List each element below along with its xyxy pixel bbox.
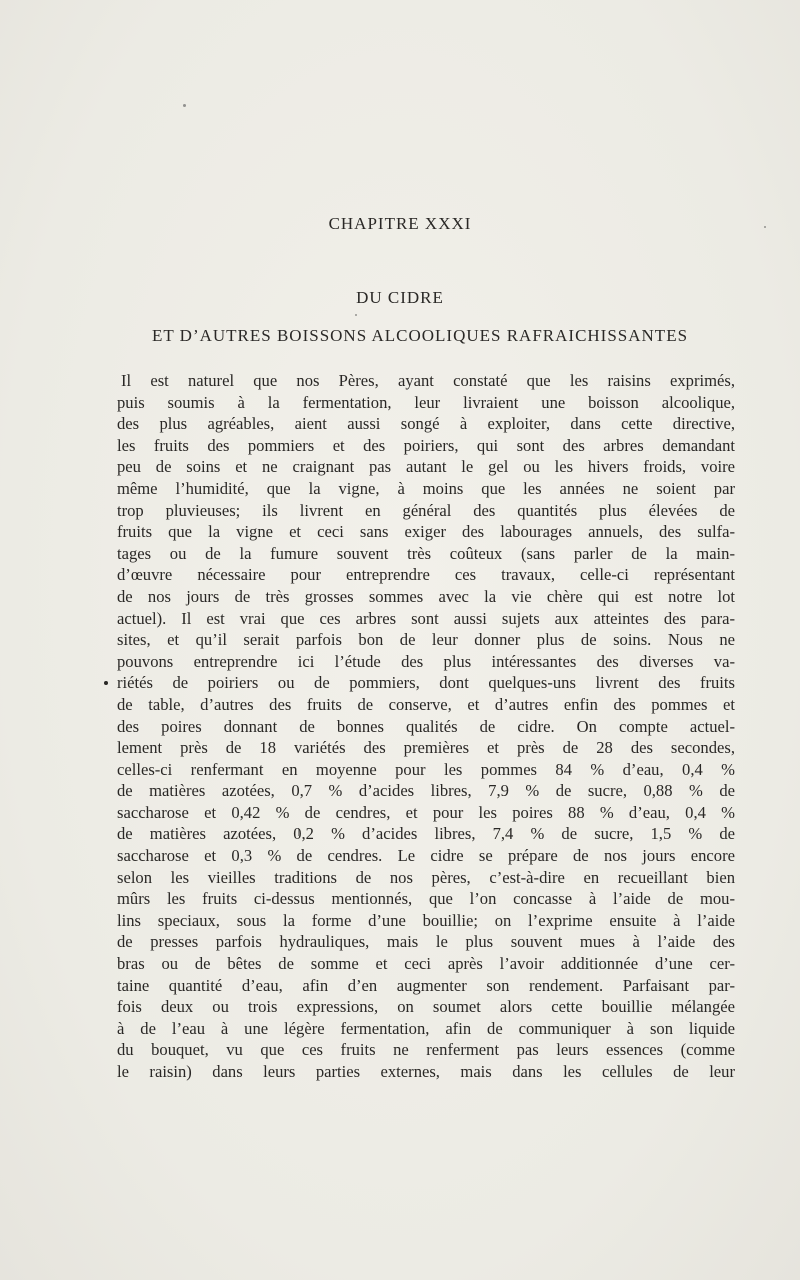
text-line: des plus agréables, aient aussi songé à exploiter, dans cette directive, <box>117 414 735 434</box>
text-line: Il est naturel que nos Pères, ayant constaté que les raisins exprimés, <box>121 371 735 390</box>
margin-mark <box>104 681 108 685</box>
text-line: fruits que la vigne et ceci sans exiger des labourages annuels, des sulfa- <box>117 522 735 542</box>
text-line: à de l’eau à une légère fermentation, afin de communiquer à son liquide <box>117 1018 735 1038</box>
text-line: des poires donnant de bonnes qualités de cidre. On compte actuel- <box>117 716 735 736</box>
text-line: taine quantité d’eau, afin d’en augmenter son rendement. Parfaisant par- <box>117 975 735 995</box>
text-line: puis soumis à la fermentation, leur livraient une boisson alcoolique, <box>117 392 735 412</box>
paper-speck <box>183 104 186 107</box>
text-line: actuel). Il est vrai que ces arbres sont aussi sujets aux atteintes des para- <box>117 608 735 628</box>
chapter-heading: CHAPITRE XXXI <box>328 214 472 233</box>
text-line: riétés de poiriers ou de pommiers, dont quelques-uns livrent des fruits <box>117 673 735 693</box>
chapter-title-line-2: ET D’AUTRES BOISSONS ALCOOLIQUES RAFRAICHISSANTES <box>151 326 689 345</box>
text-line: de matières azotées, 0,2 % d’acides libres, 7,4 % de sucre, 1,5 % de <box>117 824 735 844</box>
paper-speck <box>355 314 357 316</box>
text-line: lement près de 18 variétés des premières et près de 28 des secondes, <box>117 738 735 758</box>
text-line: les fruits des pommiers et des poiriers, qui sont des arbres demandant <box>117 435 735 455</box>
text-line: du bouquet, vu que ces fruits ne renferment pas leurs essences (comme <box>117 1040 735 1060</box>
text-line: de table, d’autres des fruits de conserve, et d’autres enfin des pommes et <box>117 694 735 714</box>
body-paragraph <box>117 370 735 1083</box>
text-line: de matières azotées, 0,7 % d’acides libres, 7,9 % de sucre, 0,88 % de <box>117 781 735 801</box>
text-line: lins speciaux, sous la forme d’une bouillie; on l’exprime ensuite à l’aide <box>117 910 735 930</box>
text-line: trop pluvieuses; ils livrent en général des quantités plus élevées de <box>117 500 735 520</box>
text-line: bras ou de bêtes de somme et ceci après l’avoir additionnée d’une cer- <box>117 954 735 974</box>
text-line: mûrs les fruits ci-dessus mentionnés, que l’on concasse à l’aide de mou- <box>117 889 735 909</box>
text-line: de nos jours de très grosses sommes avec la vie chère qui est notre lot <box>117 586 735 606</box>
text-line: selon les vieilles traditions de nos pères, c’est-à-dire en recueillant bien <box>117 867 735 887</box>
text-line: celles-ci renfermant en moyenne pour les pommes 84 % d’eau, 0,4 % <box>117 759 735 779</box>
text-line: peu de soins et ne craignant pas autant le gel ou les hivers froids, voire <box>117 457 735 477</box>
text-line: tages ou de la fumure souvent très coûteux (sans parler de la main- <box>117 543 735 563</box>
chapter-title-line-1: DU CIDRE <box>356 288 444 307</box>
text-line: de presses parfois hydrauliques, mais le plus souvent mues à l’aide des <box>117 932 735 952</box>
text-line: saccharose et 0,3 % de cendres. Le cidre se prépare de nos jours encore <box>117 846 735 866</box>
text-line: le raisin) dans leurs parties externes, mais dans les cellules de leur <box>117 1062 735 1081</box>
text-line: fois deux ou trois expressions, on soumet alors cette bouillie mélangée <box>117 997 735 1017</box>
text-line: pouvons entreprendre ici l’étude des plus intéressantes des diverses va- <box>117 651 735 671</box>
text-line: sites, et qu’il serait parfois bon de leur donner plus de soins. Nous ne <box>117 630 735 650</box>
text-line: saccharose et 0,42 % de cendres, et pour les poires 88 % d’eau, 0,4 % <box>117 802 735 822</box>
text-line: d’œuvre nécessaire pour entreprendre ces travaux, celle-ci représentant <box>117 565 735 585</box>
text-line: même l’humidité, que la vigne, à moins que les années ne soient par <box>117 478 735 498</box>
